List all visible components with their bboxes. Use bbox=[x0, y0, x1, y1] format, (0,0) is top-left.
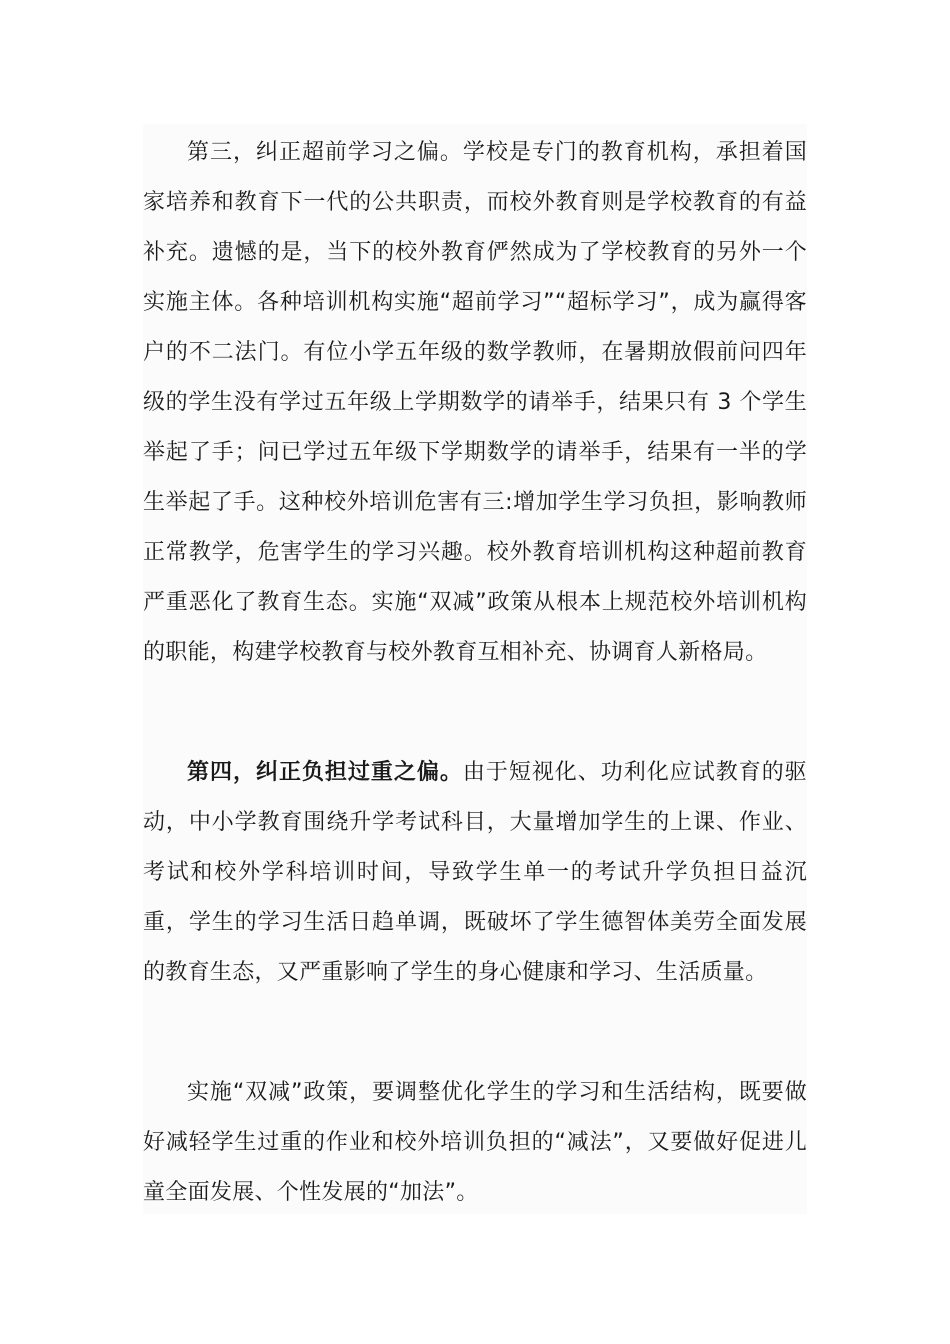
paragraph-fourth-body: 由于短视化、功利化应试教育的驱动，中小学教育围绕升学考试科目，大量增加学生的上课、作业、考试和校外学科培训时间，导致学生单一的考试升学负担日益沉重，学生的学习生活日趋单调，既破坏了学生德智体美劳全面发展的教育生态，又严重影响了学生的身心健康和学习、生活质量。 bbox=[143, 760, 807, 985]
paragraph-fourth-lead: 第四，纠正负担过重之偏。 bbox=[187, 760, 463, 785]
paragraph-third-point: 第三，纠正超前学习之偏。学校是专门的教育机构，承担着国家培养和教育下一代的公共职责，而校外教育则是学校教育的有益补充。遗憾的是，当下的校外教育俨然成为了学校教育的另外一个实施主体。各种培训机构实施“超前学习”“超标学习”，成为赢得客户的不二法门。有位小学五年级的数学教师，在暑期放假前问四年级的学生没有学过五年级上学期数学的请举手，结果只有 3 个学生举起了手；问已学过五年级下学期数学的请举手，结果有一半的学生举起了手。这种校外培训危害有三:增加学生学习负担，影响教师正常教学，危害学生的学习兴趣。校外教育培训机构这种超前教育严重恶化了教育生态。实施“双减”政策从根本上规范校外培训机构的职能，构建学校教育与校外教育互相补充、协调育人新格局。 bbox=[143, 140, 807, 665]
paragraph-fourth-point bbox=[143, 748, 807, 998]
paragraph-double-reduction: 实施“双减”政策，要调整优化学生的学习和生活结构，既要做好减轻学生过重的作业和校外培训负担的“减法”，又要做好促进儿童全面发展、个性发展的“加法”。 bbox=[143, 1080, 807, 1205]
article-body bbox=[143, 124, 807, 1214]
